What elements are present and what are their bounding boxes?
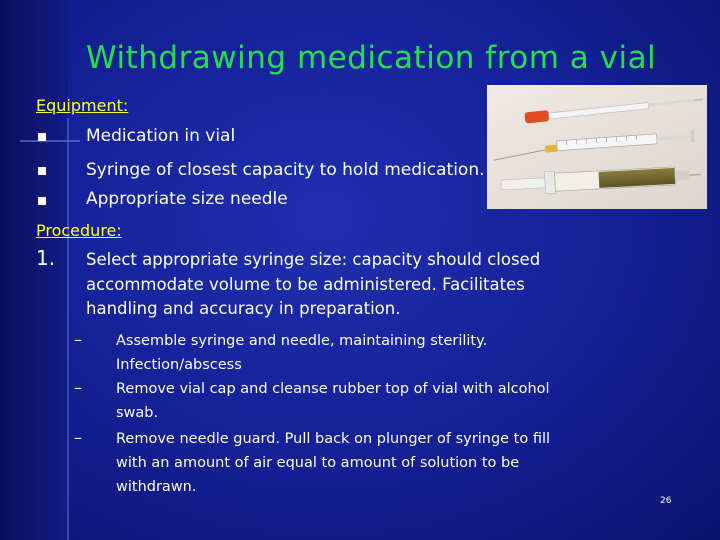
dash-bullet: – [74, 330, 82, 349]
bullet-icon [38, 197, 46, 205]
step-number: 1. [36, 246, 56, 270]
equipment-item: Medication in vial [86, 126, 236, 146]
decorative-line-horizontal [20, 140, 80, 142]
bullet-icon [38, 167, 46, 175]
page-number: 26 [660, 496, 672, 506]
syringes-photo [487, 85, 707, 209]
equipment-item: Syringe of closest capacity to hold medication. [86, 160, 485, 180]
equipment-label: Equipment: [36, 96, 129, 115]
decorative-line-vertical [67, 118, 69, 540]
substep-text: Remove vial cap and cleanse rubber top of vial with alcohol swab. [116, 381, 550, 421]
side-band [0, 0, 68, 540]
dash-bullet: – [74, 428, 82, 447]
bullet-icon [38, 133, 46, 141]
substep-text: Remove needle guard. Pull back on plunger of syringe to fill with an amount of air equal to amount of solution to be withdrawn. [116, 431, 551, 495]
equipment-item: Appropriate size needle [86, 189, 288, 209]
dash-bullet: – [74, 378, 82, 397]
step-text: Select appropriate syringe size: capacity should closed accommodate volume to be administered. Facilitates handling and accuracy in preparation. [86, 250, 541, 318]
substep-text: Assemble syringe and needle, maintaining sterility. Infection/abscess [116, 333, 488, 373]
slide-title: Withdrawing medication from a vial [86, 40, 657, 76]
procedure-label: Procedure: [36, 221, 122, 240]
